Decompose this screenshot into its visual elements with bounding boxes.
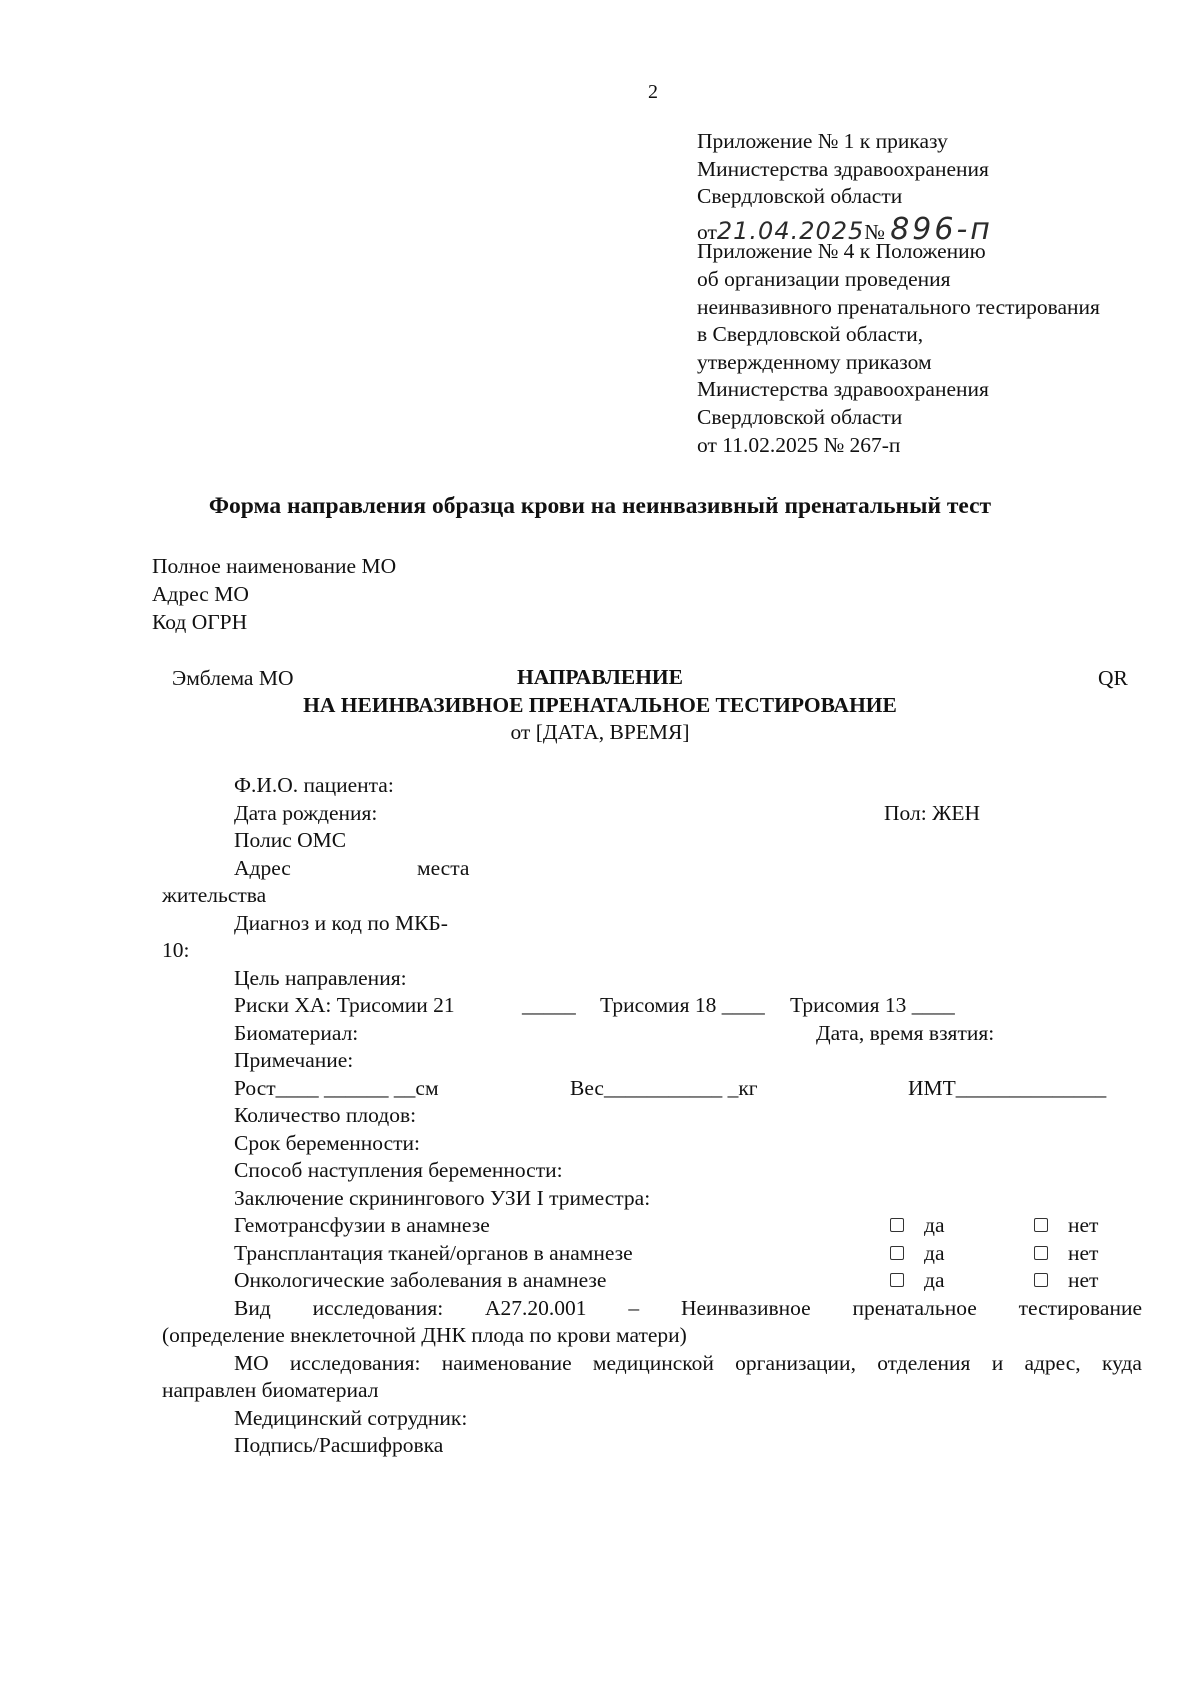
referral-title: НАПРАВЛЕНИЕ [516,665,684,689]
approval-line: Свердловской области [697,184,903,209]
qr-placeholder: QR [1098,666,1128,690]
field-sampling-datetime: Дата, время взятия: [816,1020,995,1045]
field-risks-t18: Трисомия 18 ____ [600,993,765,1017]
approval-line: утвержденному приказом [697,349,932,374]
checkbox-no-label: нет [1068,1268,1099,1292]
history-item-label: Трансплантация тканей/органов в анамнезе [234,1240,633,1265]
research-word: исследования: [312,1295,444,1320]
checkbox-yes[interactable] [890,1246,904,1260]
page-number: 2 [648,81,658,103]
checkbox-yes[interactable] [890,1273,904,1287]
referral-subtitle: НА НЕИНВАЗИВНОЕ ПРЕНАТАЛЬНОЕ ТЕСТИРОВАНИЕ [303,693,897,717]
checkbox-no-label: нет [1068,1240,1099,1265]
checkbox-yes-label: да [924,1240,945,1265]
approval-line: Приложение № 4 к Положению [697,239,986,264]
anthropometry-row [162,1075,1142,1103]
birth-sex-row [162,800,1142,828]
approval-line: неинвазивного пренатального тестирования [697,294,1100,319]
field-risks-t13: Трисомия 13 ____ [790,993,955,1017]
history-row-oncology [162,1267,1142,1295]
history-row-transplant [162,1240,1142,1268]
approval-line: Министерства здравоохранения [697,377,989,402]
order-date-number-line [697,211,1177,247]
field-oms-policy: Полис ОМС [234,828,347,852]
research-type-line [162,1295,1142,1323]
risks-row [162,992,1142,1020]
checkbox-yes-label: да [924,1213,945,1237]
research-mo-word: организации, [735,1350,856,1375]
field-patient-name: Ф.И.О. пациента: [234,773,394,797]
field-address-word2: места [417,855,470,880]
research-word: Неинвазивное [680,1295,811,1320]
field-risks-t21: Риски ХА: Трисомии 21 [234,993,455,1017]
checkbox-yes-label: да [924,1268,945,1292]
research-word: пренатальное [852,1295,977,1320]
field-purpose: Цель направления: [234,965,407,990]
field-weight: Вес___________ _кг [570,1075,758,1100]
mo-address: Адрес МО [152,582,249,606]
research-mo-word: и [991,1350,1004,1375]
research-mo-word: отделения [877,1350,971,1375]
field-fetus-count: Количество плодов: [234,1103,417,1127]
field-signature: Подпись/Расшифровка [234,1433,444,1457]
field-conception: Способ наступления беременности: [234,1158,563,1182]
checkbox-no[interactable] [1034,1273,1048,1287]
approval-line: в Свердловской области, [697,322,924,347]
order-number-sign: № [864,219,885,244]
checkbox-no-label: нет [1068,1213,1099,1237]
field-height: Рост____ ______ __см [234,1075,439,1100]
approval-line: об организации проведения [697,266,951,291]
approval-line: Свердловской области [697,404,903,429]
history-item-label: Гемотрансфузии в анамнезе [234,1213,490,1237]
form-title: Форма направления образца крови на неинвазивный пренатальный тест [208,493,992,519]
handwritten-order-date: 21.04.2025 [716,216,865,245]
research-word: А27.20.001 [485,1295,587,1320]
field-diagnosis-cont: 10: [162,938,190,962]
field-bmi: ИМТ______________ [908,1075,1107,1100]
checkbox-yes[interactable] [890,1218,904,1232]
approval-stamp-block [697,128,1177,459]
order-prefix: от [697,219,717,244]
field-note: Примечание: [234,1048,354,1072]
history-row-transfusion [162,1212,1142,1240]
mo-info-block [152,553,396,637]
referral-body [162,772,1142,1460]
field-ultrasound: Заключение скринингового УЗИ I триместра: [234,1185,651,1210]
research-mo-word: медицинской [592,1350,714,1375]
research-mo-word: исследования: [289,1350,421,1375]
checkbox-no[interactable] [1034,1218,1048,1232]
research-word: – [628,1295,640,1320]
referral-date-time: от [ДАТА, ВРЕМЯ] [510,720,690,744]
mo-full-name: Полное наименование МО [152,554,397,578]
field-birth-date: Дата рождения: [234,800,378,825]
field-sex: Пол: ЖЕН [884,800,980,825]
approval-line: от 11.02.2025 № 267-п [697,432,901,457]
research-word: тестирование [1018,1295,1142,1320]
checkbox-no[interactable] [1034,1246,1048,1260]
research-mo-word: адрес, [1024,1350,1081,1375]
field-risks-t21-blank: _____ [522,993,576,1017]
field-diagnosis: Диагноз и код по МКБ- [234,910,448,935]
field-gestation: Срок беременности: [234,1130,421,1155]
research-mo-word: МО [234,1350,269,1375]
history-item-label: Онкологические заболевания в анамнезе [234,1268,607,1292]
research-mo-line [162,1350,1142,1378]
field-address-word1: Адрес [234,855,291,880]
mo-ogrn: Код ОГРН [152,610,248,634]
approval-line: Министерства здравоохранения [697,156,989,181]
field-biomaterial: Биоматериал: [234,1020,359,1045]
research-mo-cont: направлен биоматериал [162,1378,379,1402]
research-mo-word: куда [1101,1350,1142,1375]
research-mo-word: наименование [441,1350,572,1375]
field-address-word3: жительства [162,883,267,907]
research-type-cont: (определение внеклеточной ДНК плода по крови матери) [162,1323,687,1347]
approval-line: Приложение № 1 к приказу [697,129,948,153]
address-row [162,855,1142,883]
research-word: Вид [234,1295,271,1320]
field-medical-employee: Медицинский сотрудник: [234,1405,468,1430]
biomaterial-row [162,1020,1142,1048]
handwritten-order-number: 896-п [890,211,993,247]
mo-emblem-placeholder: Эмблема МО [172,666,294,690]
